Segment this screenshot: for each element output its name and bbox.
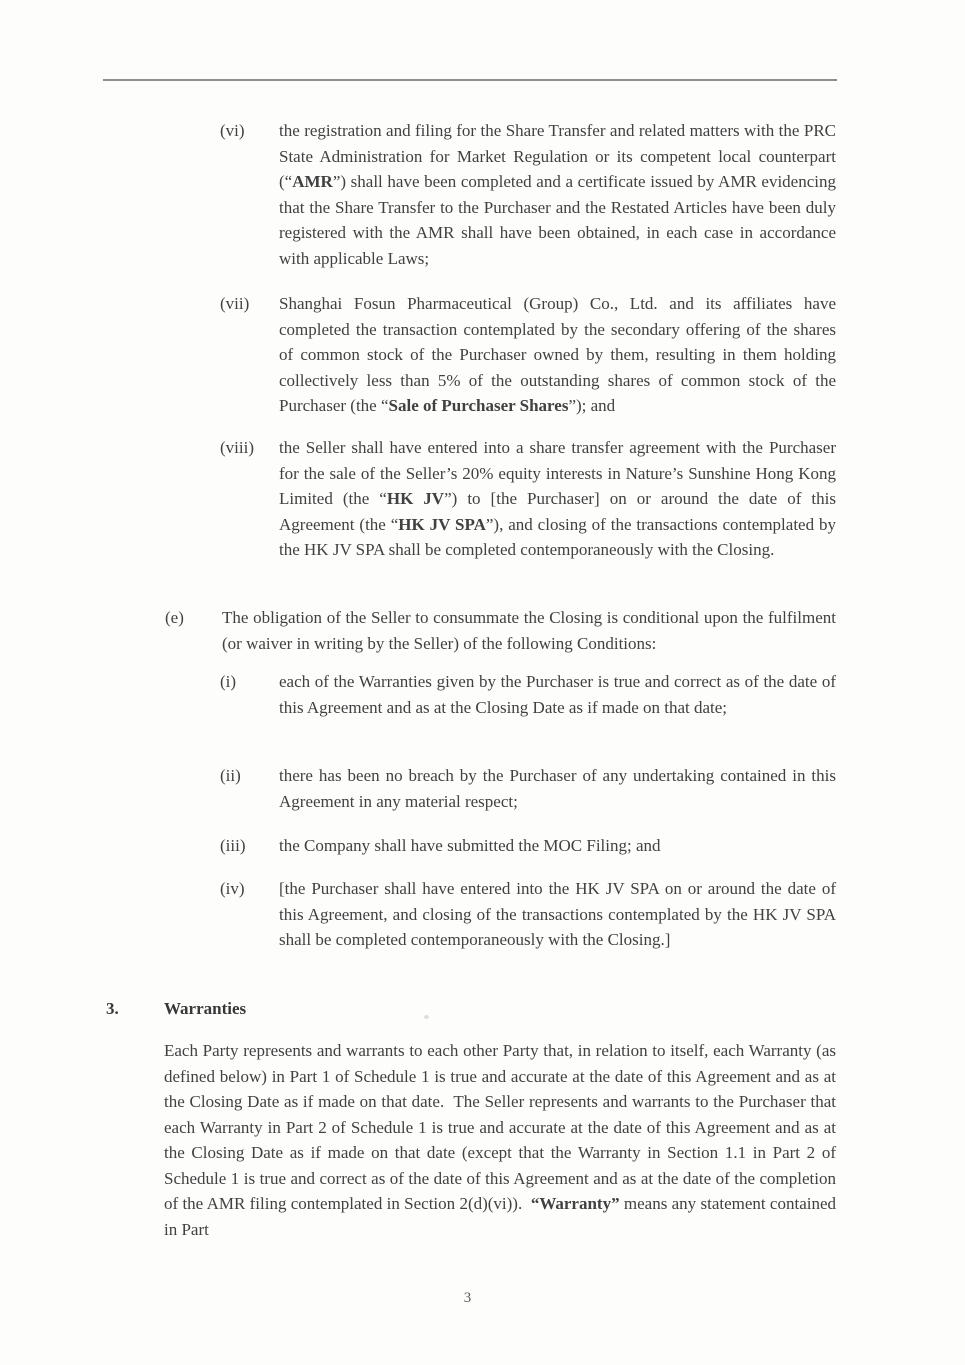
sub-clause-ii bbox=[220, 763, 836, 814]
clause-number: (ii) bbox=[220, 766, 241, 785]
section-heading-warranties bbox=[106, 996, 246, 1022]
clause-number: (vi) bbox=[220, 121, 245, 140]
clause-text: the Seller shall have entered into a share transfer agreement with the Purchaser for the sale of the Seller’s 20% equity interests in Nature’s Sunshine Hong Kong Limited (the “HK JV”) to [the Purchaser] on or around the date of this Agreement (the “HK JV SPA”), and closing of the transactions contemplated by the HK JV SPA shall be completed contemporaneously with the Closing. bbox=[279, 438, 836, 559]
page-number: 3 bbox=[463, 1290, 472, 1306]
warranties-paragraph: Each Party represents and warrants to each other Party that, in relation to itself, each Warranty (as defined below) in Part 1 of Schedule 1 is true and accurate at the date of this Agreement and as at the Closing Date as if made on that date. The Seller represents and warrants to the Purchaser that each Warranty in Part 2 of Schedule 1 is true and accurate at the date of this Agreement and as at the Closing Date as if made on that date (except that the Warranty in Section 1.1 in Part 2 of Schedule 1 is true and correct as of the date of this Agreement and as at the date of the completion of the AMR filing contemplated in Section 2(d)(vi)). “Warranty” means any statement contained in Part bbox=[164, 1041, 837, 1239]
clause-viii bbox=[220, 435, 836, 563]
clause-text: there has been no breach by the Purchaser of any undertaking contained in this Agreement in any material respect; bbox=[279, 766, 836, 811]
sub-clause-iii bbox=[220, 833, 836, 859]
clause-number: (iii) bbox=[220, 836, 246, 855]
clause-text: the registration and filing for the Share Transfer and related matters with the PRC State Administration for Market Regulation or its competent local counterpart (“AMR”) shall have been completed and a certificate issued by AMR evidencing that the Share Transfer to the Purchaser and the Restated Articles have been duly registered with the AMR shall have been obtained, in each case in accordance with applicable Laws; bbox=[279, 121, 836, 268]
clause-text: the Company shall have submitted the MOC Filing; and bbox=[279, 836, 661, 855]
clause-number: (e) bbox=[165, 608, 184, 627]
scan-artifact-dot bbox=[424, 1015, 429, 1019]
section-number: 3. bbox=[106, 999, 119, 1018]
clause-text: each of the Warranties given by the Purchaser is true and correct as of the date of this Agreement and as at the Closing Date as if made on that date; bbox=[279, 672, 836, 717]
clause-text: [the Purchaser shall have entered into the HK JV SPA on or around the date of this Agreement, and closing of the transactions contemplated by the HK JV SPA shall be completed contemporaneously with the Closing.] bbox=[279, 879, 836, 949]
clause-text: Shanghai Fosun Pharmaceutical (Group) Co., Ltd. and its affiliates have completed the transaction contemplated by the secondary offering of the shares of common stock of the Purchaser owned by them, resulting in them holding collectively less than 5% of the outstanding shares of common stock of the Purchaser (the “Sale of Purchaser Shares”); and bbox=[279, 294, 836, 415]
section-title: Warranties bbox=[164, 999, 247, 1018]
clause-number: (viii) bbox=[220, 438, 254, 457]
clause-vii bbox=[220, 291, 836, 419]
clause-vi bbox=[220, 118, 836, 271]
clause-e bbox=[165, 605, 836, 656]
clause-number: (iv) bbox=[220, 879, 245, 898]
sub-clause-i bbox=[220, 669, 836, 720]
header-divider-line bbox=[103, 79, 837, 81]
clause-text: The obligation of the Seller to consummate the Closing is conditional upon the fulfilment (or waiver in writing by the Seller) of the following Conditions: bbox=[222, 608, 836, 653]
clause-number: (i) bbox=[220, 672, 237, 691]
clause-number: (vii) bbox=[220, 294, 250, 313]
sub-clause-iv bbox=[220, 876, 836, 953]
